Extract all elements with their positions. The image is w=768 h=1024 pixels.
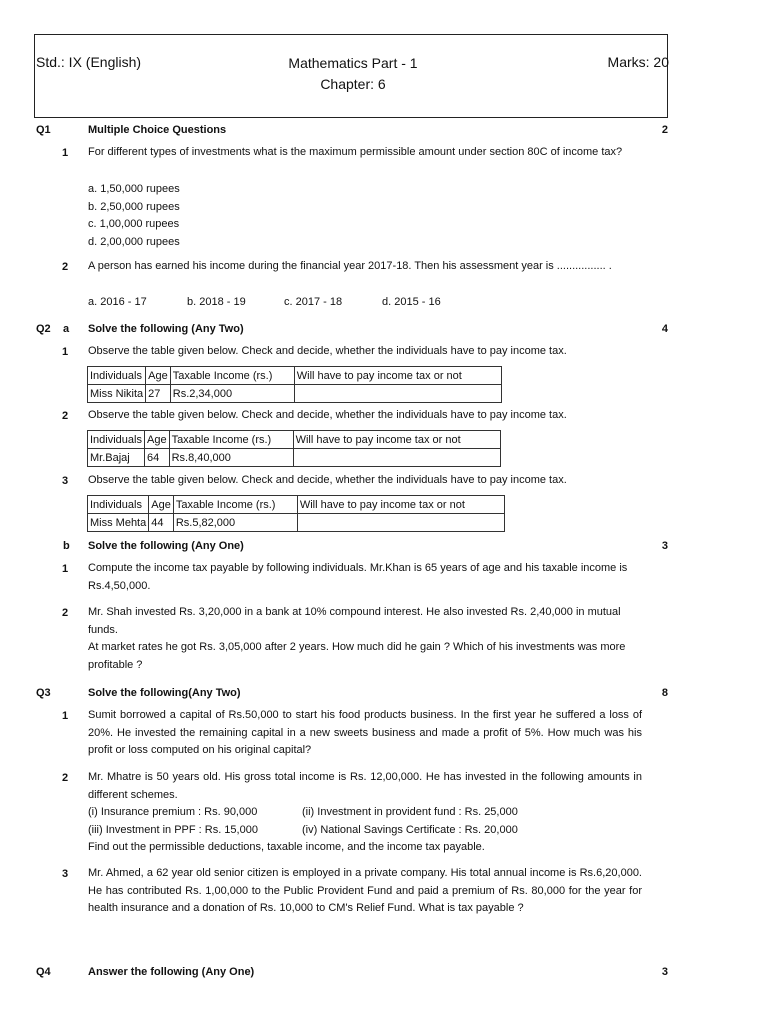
q2a-item-3-table bbox=[87, 495, 505, 532]
subject-title: Mathematics Part - 1 bbox=[288, 55, 418, 71]
q2a-item-1-table bbox=[87, 366, 502, 403]
option: c. 2017 - 18 bbox=[284, 296, 343, 308]
q2b-item-number: 2 bbox=[62, 607, 69, 619]
table-row bbox=[88, 385, 502, 403]
table-cell: Mr.Bajaj bbox=[88, 449, 145, 467]
q3-item-2-text bbox=[88, 769, 642, 857]
table-cell: 44 bbox=[149, 514, 174, 532]
q1-number: Q1 bbox=[36, 124, 51, 136]
table-cell bbox=[293, 449, 500, 467]
table-cell bbox=[297, 514, 504, 532]
q1-item-number: 1 bbox=[62, 147, 69, 159]
table-header: Will have to pay income tax or not bbox=[293, 431, 500, 449]
table-cell: Rs.5,82,000 bbox=[173, 514, 297, 532]
table-header: Will have to pay income tax or not bbox=[297, 496, 504, 514]
scheme: (iii) Investment in PPF : Rs. 15,000 bbox=[88, 823, 258, 836]
q2b-item-2-text bbox=[88, 604, 642, 674]
table-cell: 27 bbox=[146, 385, 171, 403]
q2a-item-1-text: Observe the table given below. Check and decide, whether the individuals have to pay income tax. bbox=[88, 345, 567, 357]
q3-item-1-text: Sumit borrowed a capital of Rs.50,000 to start his food products business. In the first year he suffered a loss of 20%. He invested the remaining capital in a new sweets business and made a profit of 5%. How much was his profit or loss computed on his original capital? bbox=[88, 709, 642, 756]
table-cell: Rs.8,40,000 bbox=[169, 449, 293, 467]
scheme-row bbox=[88, 822, 642, 840]
q2b-item-number: 1 bbox=[62, 563, 69, 575]
q2b-item-2-line: Mr. Shah invested Rs. 3,20,000 in a bank at 10% compound interest. He also invested Rs. 2,40,000 in mutual funds. bbox=[88, 606, 621, 636]
q4-marks: 3 bbox=[661, 966, 668, 978]
q1-item-2-options bbox=[88, 296, 441, 308]
q2-sub-b: b bbox=[63, 540, 70, 552]
q3-item-number: 1 bbox=[62, 710, 69, 722]
table-header: Taxable Income (rs.) bbox=[169, 431, 293, 449]
q3-item-2-line: Mr. Mhatre is 50 years old. His gross total income is Rs. 12,00,000. He has invested in the following amounts in different schemes. bbox=[88, 771, 642, 801]
scheme: (iv) National Savings Certificate : Rs. 20,000 bbox=[302, 823, 518, 836]
option: c. 1,00,000 rupees bbox=[88, 218, 180, 230]
q1-heading: Multiple Choice Questions bbox=[88, 124, 227, 136]
q1-item-1-text: For different types of investments what is the maximum permissible amount under section 80C of income tax? bbox=[88, 146, 623, 158]
q3-item-number: 2 bbox=[62, 772, 69, 784]
option: b. 2018 - 19 bbox=[187, 296, 246, 308]
total-marks: Marks: 20 bbox=[607, 54, 669, 70]
q1-marks: 2 bbox=[661, 124, 668, 136]
standard-label: Std.: IX (English) bbox=[36, 54, 142, 70]
table-cell: Rs.2,34,000 bbox=[170, 385, 294, 403]
q3-item-number: 3 bbox=[62, 868, 69, 880]
option: b. 2,50,000 rupees bbox=[88, 200, 180, 213]
q1-item-2-text: A person has earned his income during the financial year 2017-18. Then his assessment year is ................ . bbox=[88, 260, 612, 272]
q2b-marks: 3 bbox=[661, 540, 668, 552]
q2a-item-number: 1 bbox=[62, 346, 69, 358]
table-header: Age bbox=[146, 367, 171, 385]
q3-item-2-line: Find out the permissible deductions, taxable income, and the income tax payable. bbox=[88, 841, 485, 853]
q2a-heading: Solve the following (Any Two) bbox=[88, 323, 244, 335]
page-title bbox=[230, 53, 476, 95]
table-header: Taxable Income (rs.) bbox=[173, 496, 297, 514]
q2b-item-1-text: Compute the income tax payable by following individuals. Mr.Khan is 65 years of age and his taxable income is Rs.4,50,000. bbox=[88, 562, 628, 592]
table-header: Taxable Income (rs.) bbox=[170, 367, 294, 385]
q4-heading: Answer the following (Any One) bbox=[88, 966, 255, 978]
q2a-item-number: 3 bbox=[62, 475, 69, 487]
table-header: Age bbox=[149, 496, 174, 514]
q2-sub-a: a bbox=[63, 323, 70, 335]
table-header: Will have to pay income tax or not bbox=[294, 367, 501, 385]
q3-heading: Solve the following(Any Two) bbox=[88, 687, 241, 699]
scheme: (ii) Investment in provident fund : Rs. 25,000 bbox=[302, 806, 518, 818]
table-cell: 64 bbox=[144, 449, 169, 467]
q2a-item-2-text: Observe the table given below. Check and decide, whether the individuals have to pay income tax. bbox=[88, 409, 567, 421]
table-cell: Miss Nikita bbox=[88, 385, 146, 403]
q2-number: Q2 bbox=[36, 323, 51, 335]
table-header-row bbox=[88, 496, 505, 514]
q2b-heading: Solve the following (Any One) bbox=[88, 540, 244, 552]
q4-number: Q4 bbox=[36, 966, 51, 978]
table-header: Age bbox=[144, 431, 169, 449]
table-header: Individuals bbox=[88, 431, 145, 449]
option: d. 2,00,000 rupees bbox=[88, 235, 180, 248]
option: d. 2015 - 16 bbox=[382, 296, 441, 308]
q1-item-1-options bbox=[88, 181, 180, 251]
option: a. 1,50,000 rupees bbox=[88, 183, 180, 195]
table-cell: Miss Mehta bbox=[88, 514, 149, 532]
scheme: (i) Insurance premium : Rs. 90,000 bbox=[88, 806, 258, 818]
q2a-item-2-table bbox=[87, 430, 501, 467]
q2a-item-number: 2 bbox=[62, 410, 69, 422]
q3-marks: 8 bbox=[661, 687, 668, 699]
q2a-marks: 4 bbox=[661, 323, 668, 335]
q3-number: Q3 bbox=[36, 687, 51, 699]
q1-item-number: 2 bbox=[62, 261, 69, 273]
q2b-item-2-line: At market rates he got Rs. 3,05,000 after 2 years. How much did he gain ? Which of his investments was more profitable ? bbox=[88, 641, 626, 671]
table-row bbox=[88, 449, 501, 467]
table-cell bbox=[294, 385, 501, 403]
chapter-title: Chapter: 6 bbox=[320, 76, 386, 92]
table-header: Individuals bbox=[88, 367, 146, 385]
q3-item-3-text: Mr. Ahmed, a 62 year old senior citizen is employed in a private company. His total annual income is Rs.6,20,000. He has contributed Rs. 1,00,000 to the Public Provident Fund and paid a premium of Rs. 80,000 for the year for health insurance and a donation of Rs. 10,000 to CM's Relief Fund. What is tax payable ? bbox=[88, 867, 642, 914]
table-header-row bbox=[88, 431, 501, 449]
option: a. 2016 - 17 bbox=[88, 296, 147, 308]
table-header: Individuals bbox=[88, 496, 149, 514]
scheme-row bbox=[88, 804, 642, 822]
table-header-row bbox=[88, 367, 502, 385]
table-row bbox=[88, 514, 505, 532]
q2a-item-3-text: Observe the table given below. Check and decide, whether the individuals have to pay income tax. bbox=[88, 474, 567, 486]
